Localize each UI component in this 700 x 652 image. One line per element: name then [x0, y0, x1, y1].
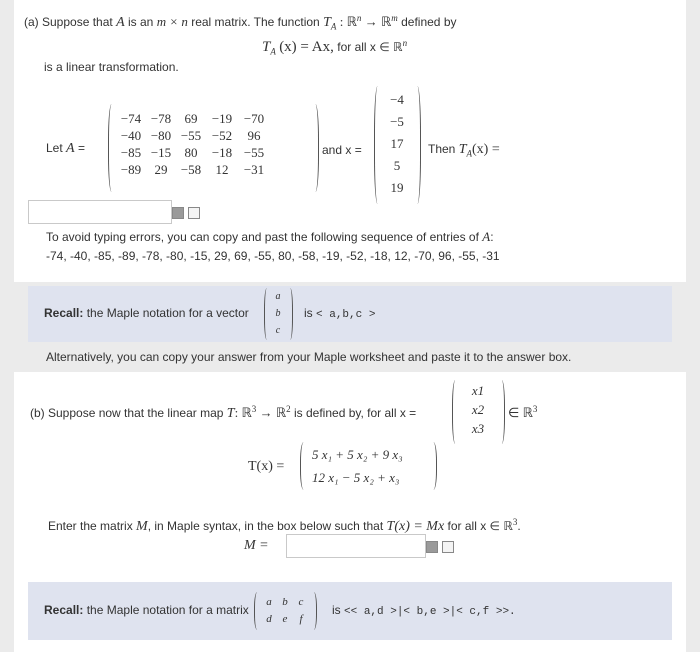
vector-x-cell-1-0: −5: [390, 114, 404, 129]
matrix-a-cell-1-0: −40: [120, 128, 142, 143]
answer-input-m[interactable]: [286, 534, 426, 558]
recall-matrix-right-paren: [309, 592, 317, 630]
alternatively-text: Alternatively, you can copy your answer from your Maple worksheet and paste it to the answer box.: [46, 350, 572, 364]
matrix-a-cell-3-2: −58: [180, 162, 202, 177]
matrix-a: [116, 110, 270, 178]
recall-matrix-cell-1-2: f: [299, 613, 303, 625]
in-r3-text: ∈ ℝ$^3$: [508, 404, 538, 420]
matrix-a-cell-0-0: −74: [120, 111, 142, 126]
recall-vector-code: is < a,b,c >: [304, 306, 376, 321]
recall-vector-cell-0-0: a: [275, 291, 281, 302]
matrix-a-cell-2-1: −15: [150, 145, 172, 160]
x-vector-right-paren: [497, 380, 505, 444]
matrix-a-cell-1-1: −80: [150, 128, 172, 143]
tx-row-2: 12 x₁ − 5 x₂ + x₃: [312, 470, 400, 485]
vector-x-cell-0-0: −4: [390, 92, 404, 107]
then-ta-label: Then $T_A(x)$ =: [428, 142, 500, 159]
part-a-intro: (a) Suppose that A is an m × n real matrix. The function $T_A$ : ℝ$^n$ → ℝ$^m$ defined by: [24, 13, 457, 32]
avoid-typing-text: To avoid typing errors, you can copy and past the following sequence of entries of A:: [46, 229, 494, 244]
and-x-label: and x =: [322, 143, 362, 157]
matrix-a-cell-3-3: 12: [215, 162, 229, 177]
recall-vector-cell-1-0: b: [275, 308, 281, 319]
recall-matrix-cell-1-1: e: [282, 613, 288, 625]
recall-vector-text: Recall: the Maple notation for a vector: [44, 306, 249, 320]
recall-matrix-cell-0-2: c: [298, 596, 304, 608]
maple-edit-icon-b[interactable]: [426, 541, 438, 553]
matrix-a-cell-1-3: −52: [211, 128, 233, 143]
vector-x-cell-3-0: 5: [393, 158, 401, 173]
part-b-intro: (b) Suppose now that the linear map T: ℝ$^3$ → ℝ$^2$ is defined by, for all x =: [30, 404, 417, 421]
preview-icon-b[interactable]: [442, 541, 454, 553]
matrix-a-cell-0-4: −70: [243, 111, 265, 126]
recall-vector: [270, 288, 286, 339]
tx-row-1: 5 x₁ + 5 x₂ + 9 x₃: [312, 447, 403, 462]
maple-edit-icon[interactable]: [172, 207, 184, 219]
x-vector: [459, 382, 497, 437]
preview-icon[interactable]: [188, 207, 200, 219]
recall-matrix-cell-1-0: d: [266, 613, 272, 625]
matrix-a-cell-0-3: −19: [211, 111, 233, 126]
matrix-a-right-paren: [310, 104, 319, 192]
matrix-a-cell-2-4: −55: [243, 145, 265, 160]
part-a-definition: $T_A$ (x) = Ax, for all x ∈ ℝ$^n$: [262, 38, 408, 57]
linear-transformation-text: is a linear transformation.: [44, 60, 179, 74]
recall-matrix-cell-0-0: a: [266, 596, 272, 608]
vector-x: [382, 91, 412, 196]
matrix-a-cell-1-4: 96: [247, 128, 261, 143]
matrix-a-cell-2-3: −18: [211, 145, 233, 160]
x-vector-cell-0: x1: [471, 383, 485, 398]
let-a-label: Let A =: [46, 141, 85, 156]
recall-matrix-cell-0-1: b: [282, 596, 288, 608]
recall-matrix: [261, 594, 309, 628]
answer-input-a[interactable]: [28, 200, 172, 224]
matrix-a-cell-0-2: 69: [184, 111, 198, 126]
vector-x-cell-2-0: 17: [390, 136, 404, 151]
matrix-a-cell-3-0: −89: [120, 162, 142, 177]
x-vector-cell-2: x3: [471, 421, 485, 436]
tx-left-paren: [300, 442, 309, 490]
vector-x-cell-4-0: 19: [390, 180, 404, 195]
matrix-a-cell-3-1: 29: [154, 162, 168, 177]
x-vector-cell-1: x2: [471, 402, 485, 417]
vector-x-right-paren: [412, 86, 421, 204]
matrix-a-cell-2-2: 80: [184, 145, 198, 160]
matrix-a-cell-3-4: −31: [243, 162, 265, 177]
tx-right-paren: [428, 442, 437, 490]
m-label: M =: [244, 538, 269, 553]
matrix-a-cell-1-2: −55: [180, 128, 202, 143]
tx-label: T(x) =: [248, 459, 285, 474]
matrix-a-cell-2-0: −85: [120, 145, 142, 160]
enter-matrix-text: Enter the matrix M, in Maple syntax, in the box below such that T(x) = Mx for all x ∈ ℝ$^3$.: [48, 517, 521, 534]
matrix-a-cell-0-1: −78: [150, 111, 172, 126]
recall-vector-right-paren: [286, 288, 293, 340]
recall-matrix-code: is << a,d >|< b,e >|< c,f >>.: [332, 603, 516, 618]
entries-sequence: -74, -40, -85, -89, -78, -80, -15, 29, 69, -55, 80, -58, -19, -52, -18, 12, -70, 96, -55, -31: [46, 249, 500, 263]
recall-matrix-text: Recall: the Maple notation for a matrix: [44, 603, 249, 617]
recall-vector-cell-2-0: c: [275, 325, 281, 336]
